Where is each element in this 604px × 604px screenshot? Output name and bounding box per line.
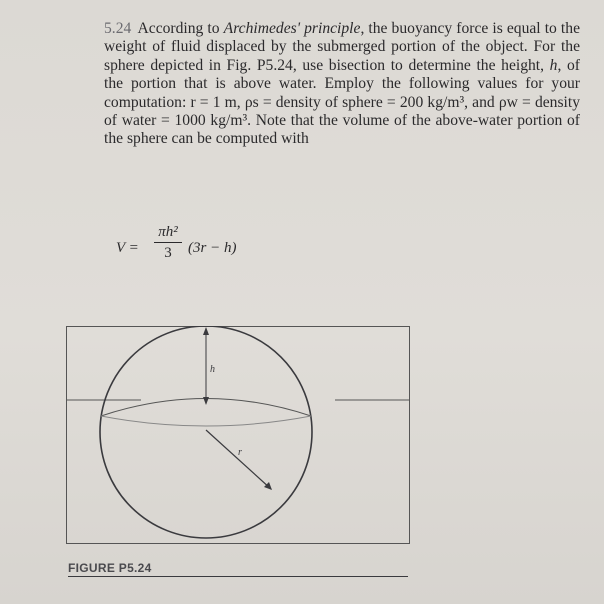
height-label: h: [210, 364, 215, 375]
problem-lead: According to: [137, 20, 220, 37]
waterline-ellipse-front: [101, 416, 311, 426]
caption-rule: [68, 576, 408, 577]
figure-caption: FIGURE P5.24: [68, 561, 152, 575]
formula-rhs: (3r − h): [188, 240, 237, 256]
radius-line: [206, 430, 271, 489]
formula-lhs: V =: [116, 240, 139, 256]
formula-numerator: πh²: [158, 224, 178, 240]
formula-fraction: [152, 222, 184, 263]
volume-formula: [116, 222, 336, 274]
principle-name: Archimedes' principle: [223, 20, 361, 37]
height-arrowhead-bottom: [203, 397, 209, 405]
formula-denominator: 3: [164, 245, 172, 261]
height-variable: h: [549, 56, 558, 74]
figure-frame: [67, 327, 410, 544]
problem-text-3: Note that the volume of the above-water portion of the sphere can be computed with: [104, 112, 580, 148]
problem-text-1: , the buoyancy force is equal to the weight of fluid displaced by the submerged portion of the object. For the sphere depicted in Fig. P5.24, use bisection to determine the height,: [104, 20, 580, 74]
radius-label: r: [238, 447, 242, 458]
given-values: r = 1 m, ρs = density of sphere = 200 kg/m³, and ρw = density of water = 1000 kg/m³.: [104, 93, 580, 130]
sphere-figure: [66, 326, 410, 544]
height-arrowhead-top: [203, 327, 209, 335]
problem-number: 5.24: [104, 20, 132, 37]
problem-text-2: , of the portion that is above water. Employ the following values for your computation:: [104, 56, 580, 111]
problem-statement: [104, 20, 580, 149]
